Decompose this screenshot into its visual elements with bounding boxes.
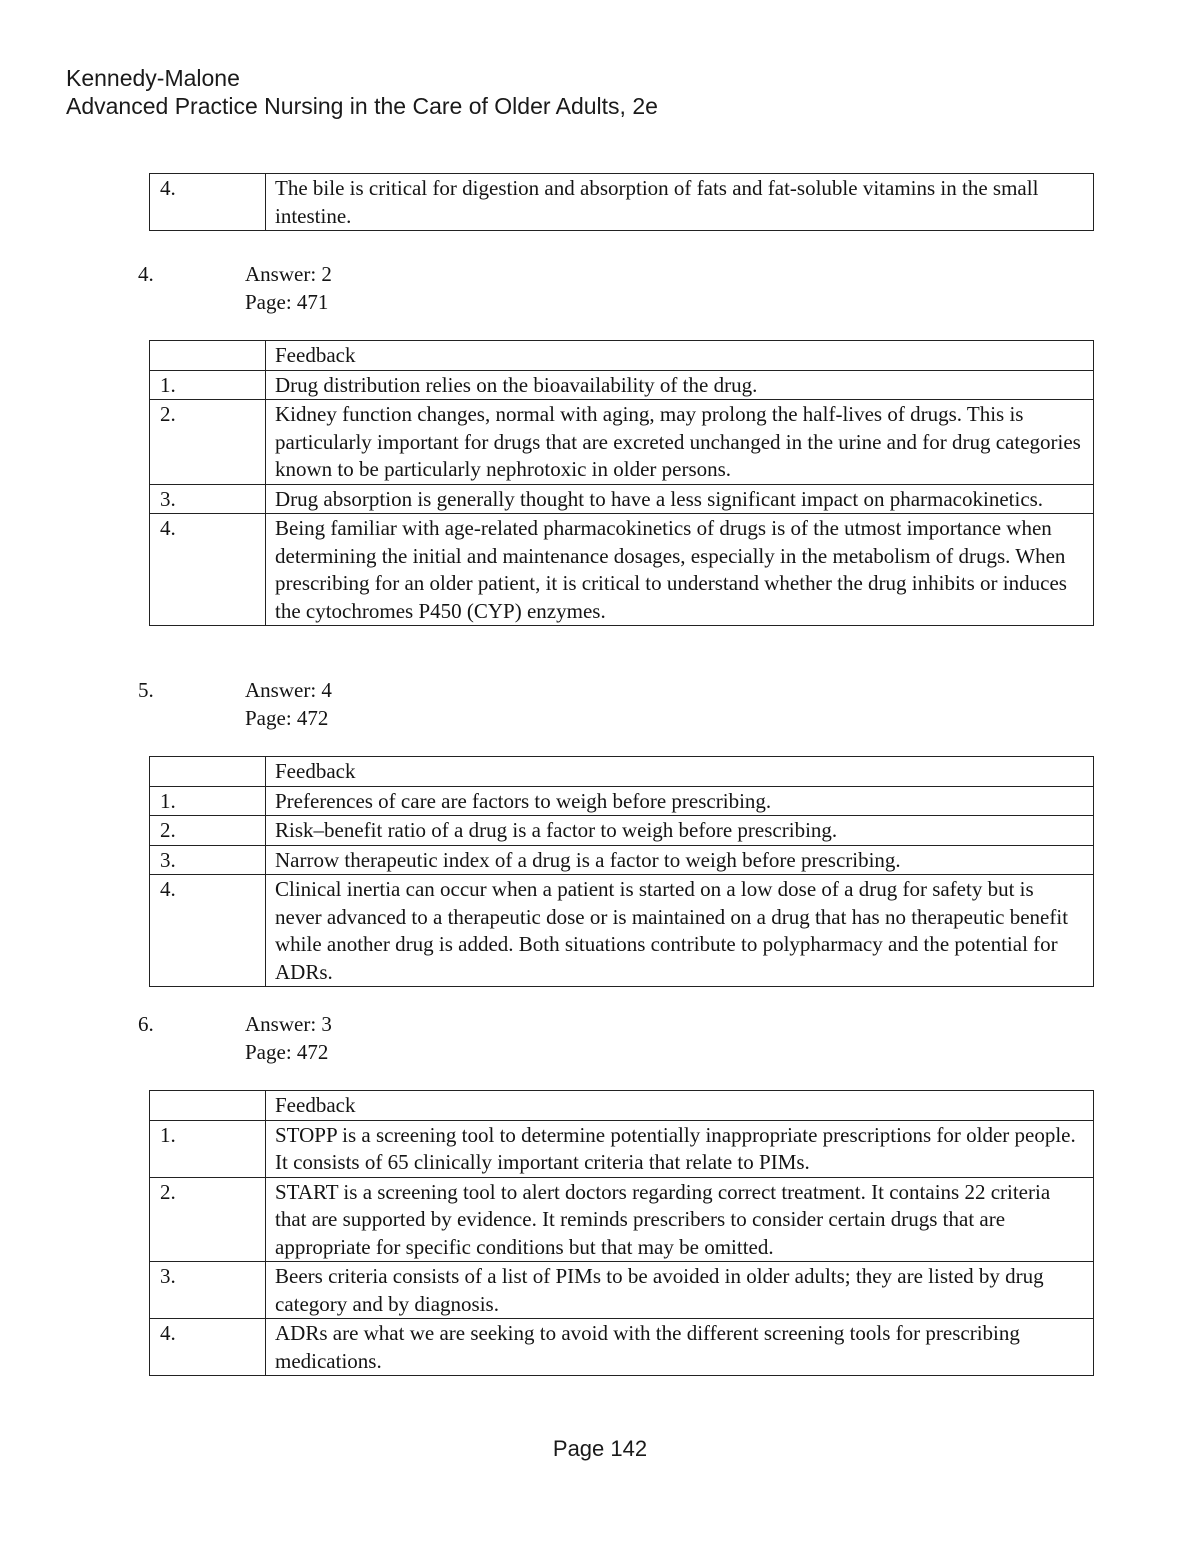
table-row xyxy=(150,786,1094,816)
question-number: 5. xyxy=(138,678,154,702)
page-ref-line: Page: 472 xyxy=(245,705,329,730)
row-feedback-text: Clinical inertia can occur when a patient is started on a low dose of a drug for safety but is never advanced to a therapeutic dose or is maintained on a drug that has no therapeutic benefit while another drug is added. Both situations contribute to polypharmacy and the potential for ADRs. xyxy=(266,875,1094,987)
question-number: 4. xyxy=(138,262,154,286)
answer-line: Answer: 4 xyxy=(245,678,332,702)
table-row xyxy=(150,370,1094,400)
running-header xyxy=(66,64,658,120)
row-feedback-text: START is a screening tool to alert doctors regarding correct treatment. It contains 22 criteria that are supported by evidence. It reminds prescribers to consider certain drugs that are appropriate for specific conditions but that may be omitted. xyxy=(266,1177,1094,1262)
question-6-feedback-table xyxy=(149,1090,1094,1376)
row-number: 2. xyxy=(150,400,266,485)
row-feedback-text: Narrow therapeutic index of a drug is a factor to weigh before prescribing. xyxy=(266,845,1094,875)
row-number: 3. xyxy=(150,1262,266,1319)
row-number: 1. xyxy=(150,786,266,816)
row-feedback-text: Preferences of care are factors to weigh before prescribing. xyxy=(266,786,1094,816)
row-number: 2. xyxy=(150,1177,266,1262)
row-feedback-text: Kidney function changes, normal with aging, may prolong the half-lives of drugs. This is particularly important for drugs that are excreted unchanged in the urine and for drug categories known to be particularly nephrotoxic in older persons. xyxy=(266,400,1094,485)
row-feedback-text: Drug absorption is generally thought to have a less significant impact on pharmacokinetics. xyxy=(266,484,1094,514)
question-answer-info xyxy=(245,261,332,316)
table-header-row xyxy=(150,757,1094,787)
header-author: Kennedy-Malone xyxy=(66,65,240,91)
table-row xyxy=(150,400,1094,485)
feedback-header: Feedback xyxy=(266,757,1094,787)
row-number: 3. xyxy=(150,484,266,514)
table-header-row xyxy=(150,1091,1094,1121)
question-answer-info xyxy=(245,1011,332,1066)
page-footer: Page 142 xyxy=(552,1436,648,1461)
table-row xyxy=(150,1120,1094,1177)
question-number: 6. xyxy=(138,1012,154,1036)
row-feedback-text: Beers criteria consists of a list of PIMs to be avoided in older adults; they are listed by drug category and by diagnosis. xyxy=(266,1262,1094,1319)
header-empty-cell xyxy=(150,757,266,787)
table-row xyxy=(150,1177,1094,1262)
row-number: 4. xyxy=(150,514,266,626)
feedback-header: Feedback xyxy=(266,341,1094,371)
table-row xyxy=(150,845,1094,875)
table-row xyxy=(150,484,1094,514)
row-number: 4. xyxy=(150,1319,266,1376)
question-4-feedback-table xyxy=(149,340,1094,626)
carryover-feedback-table xyxy=(149,173,1094,231)
question-answer-info xyxy=(245,677,332,732)
row-feedback-text: Being familiar with age-related pharmacokinetics of drugs is of the utmost importance when determining the initial and maintenance dosages, especially in the metabolism of drugs. When prescribing for an older patient, it is critical to understand whether the drug inhibits or induces the cytochromes P450 (CYP) enzymes. xyxy=(266,514,1094,626)
answer-line: Answer: 2 xyxy=(245,262,332,286)
table-row xyxy=(150,1319,1094,1376)
row-number: 2. xyxy=(150,816,266,846)
row-number: 1. xyxy=(150,1120,266,1177)
answer-line: Answer: 3 xyxy=(245,1012,332,1036)
question-5-feedback-table xyxy=(149,756,1094,987)
page-ref-line: Page: 472 xyxy=(245,1039,329,1064)
table-row xyxy=(150,1262,1094,1319)
table-row xyxy=(150,875,1094,987)
row-feedback-text: ADRs are what we are seeking to avoid with the different screening tools for prescribing medications. xyxy=(266,1319,1094,1376)
row-feedback-text: Drug distribution relies on the bioavailability of the drug. xyxy=(266,370,1094,400)
row-number: 1. xyxy=(150,370,266,400)
feedback-header: Feedback xyxy=(266,1091,1094,1121)
page-ref-line: Page: 471 xyxy=(245,289,329,314)
row-number: 4. xyxy=(150,875,266,987)
row-number: 4. xyxy=(150,174,266,231)
header-empty-cell xyxy=(150,341,266,371)
row-feedback-text: Risk–benefit ratio of a drug is a factor to weigh before prescribing. xyxy=(266,816,1094,846)
row-feedback-text: The bile is critical for digestion and absorption of fats and fat-soluble vitamins in the small intestine. xyxy=(266,174,1094,231)
header-book-title: Advanced Practice Nursing in the Care of Older Adults, 2e xyxy=(66,93,658,119)
table-row xyxy=(150,174,1094,231)
row-feedback-text: STOPP is a screening tool to determine potentially inappropriate prescriptions for older people. It consists of 65 clinically important criteria that relate to PIMs. xyxy=(266,1120,1094,1177)
table-header-row xyxy=(150,341,1094,371)
table-row xyxy=(150,514,1094,626)
row-number: 3. xyxy=(150,845,266,875)
table-row xyxy=(150,816,1094,846)
header-empty-cell xyxy=(150,1091,266,1121)
